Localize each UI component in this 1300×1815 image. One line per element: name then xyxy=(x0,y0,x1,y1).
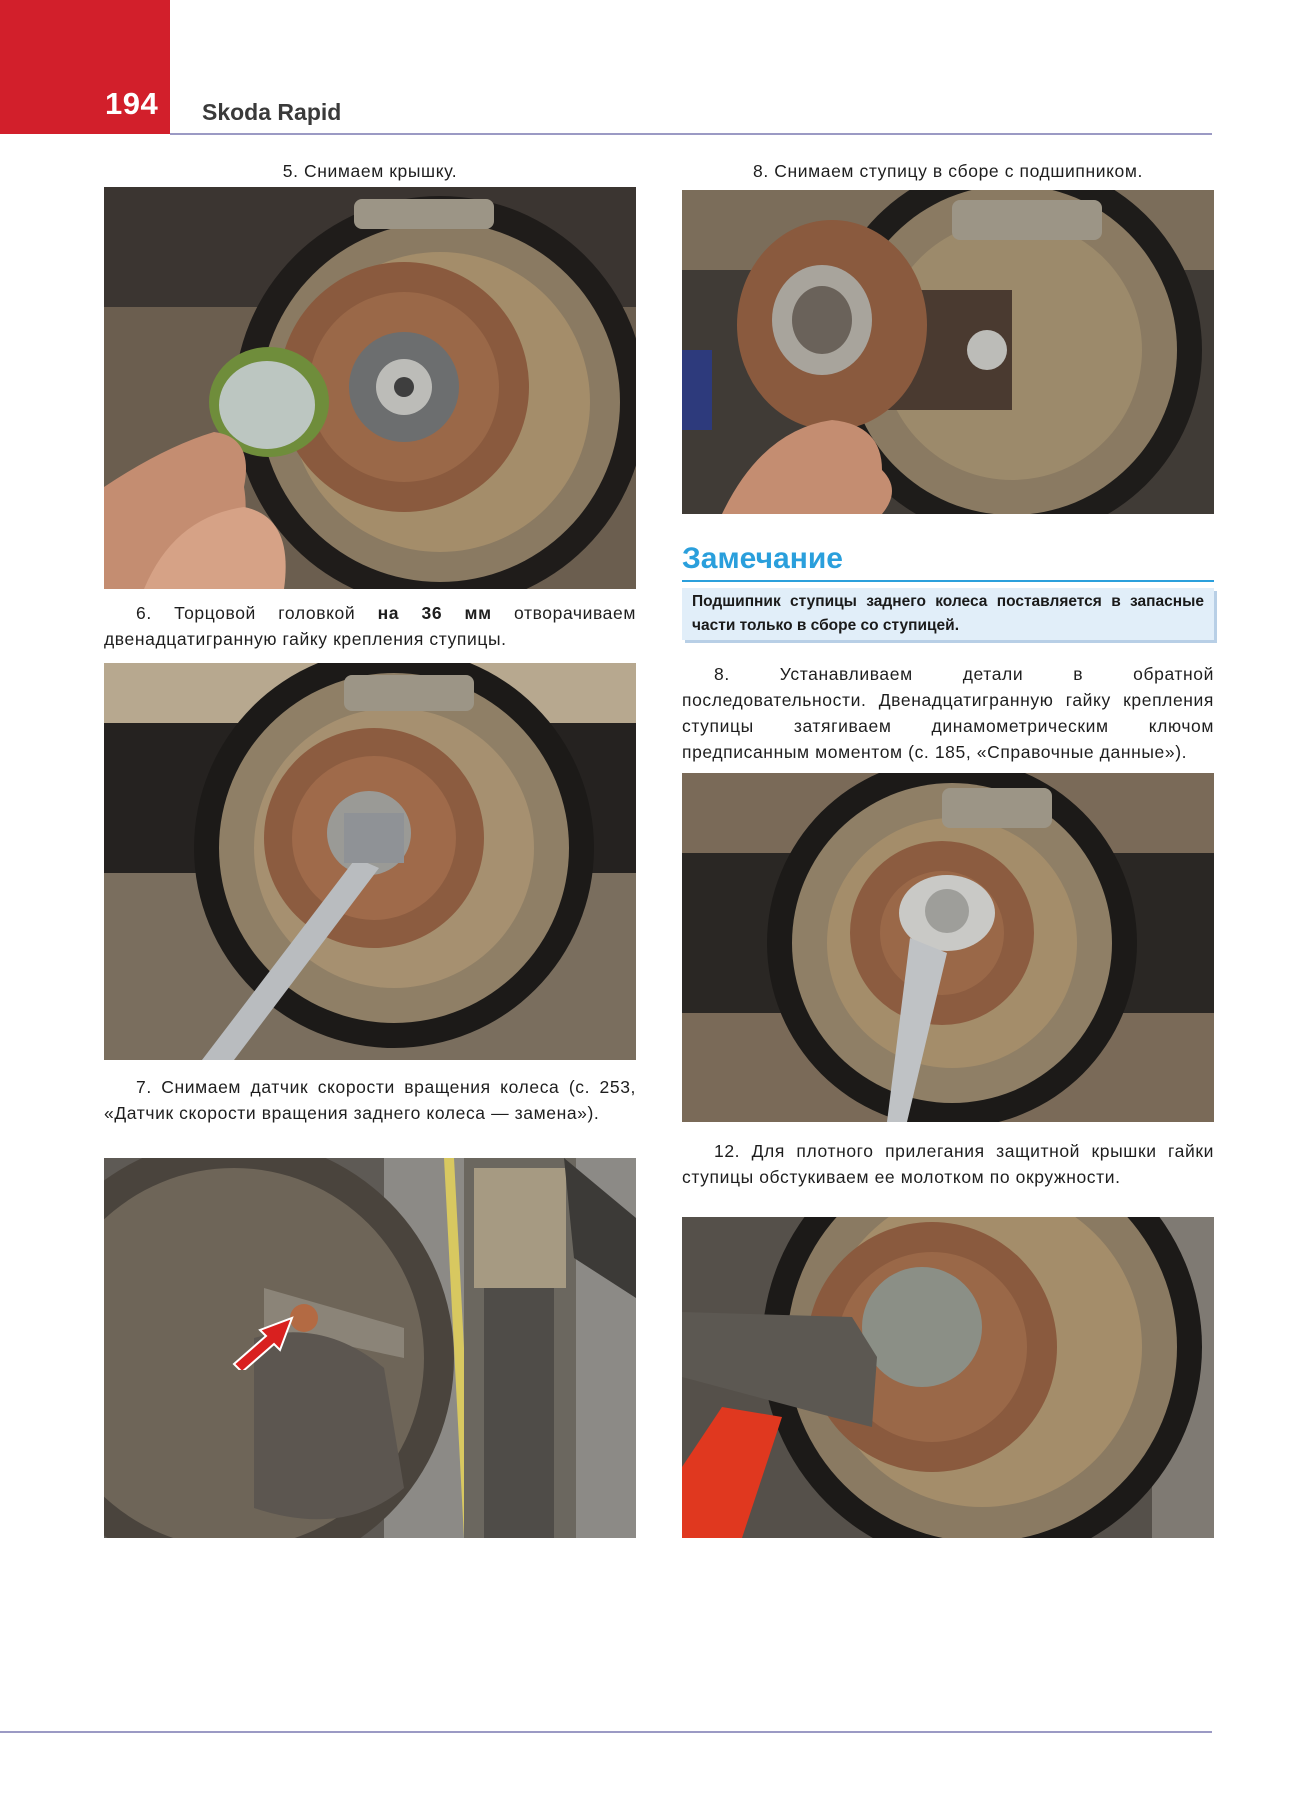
step-8-install-text: 8. Устанавливаем детали в обратной последовательности. Двенадцатигранную гайку крепления ступицы затягиваем динамометрическим ключом предписанным моментом (с. 185, «Справочные данные»). xyxy=(682,664,1214,762)
note-divider xyxy=(682,580,1214,582)
photo-wheel-speed-sensor xyxy=(104,1158,636,1538)
footer-divider xyxy=(0,1731,1212,1733)
photo-removing-hub xyxy=(682,190,1214,514)
photo-unscrewing-hub-nut xyxy=(104,663,636,1060)
book-title: Skoda Rapid xyxy=(202,99,342,125)
step-8-remove-text: 8. Снимаем ступицу в сборе с подшипником. xyxy=(753,161,1143,181)
note-text: Подшипник ступицы заднего колеса поставляется в запасные части только в сборе со ступицей. xyxy=(692,593,1204,634)
photo-torque-wrench xyxy=(682,773,1214,1122)
step-5-text: 5. Снимаем крышку. xyxy=(282,161,458,181)
photo-hammering-cap xyxy=(682,1217,1214,1538)
photo-removing-cap xyxy=(104,187,636,589)
header-divider xyxy=(170,133,1212,135)
step-6-text: 6. Торцовой головкой на 36 мм отворачиваем двенадцатигранную гайку крепления ступицы. xyxy=(104,603,636,649)
step-12-text: 12. Для плотного прилегания защитной крышки гайки ступицы обстукиваем ее молотком по окружности. xyxy=(682,1141,1214,1187)
step-7-text: 7. Снимаем датчик скорости вращения колеса (с. 253, «Датчик скорости вращения заднего колеса — замена»). xyxy=(104,1077,636,1123)
red-arrow-icon xyxy=(230,1310,300,1370)
note-title: Замечание xyxy=(682,542,843,575)
page-number: 194 xyxy=(105,86,159,121)
